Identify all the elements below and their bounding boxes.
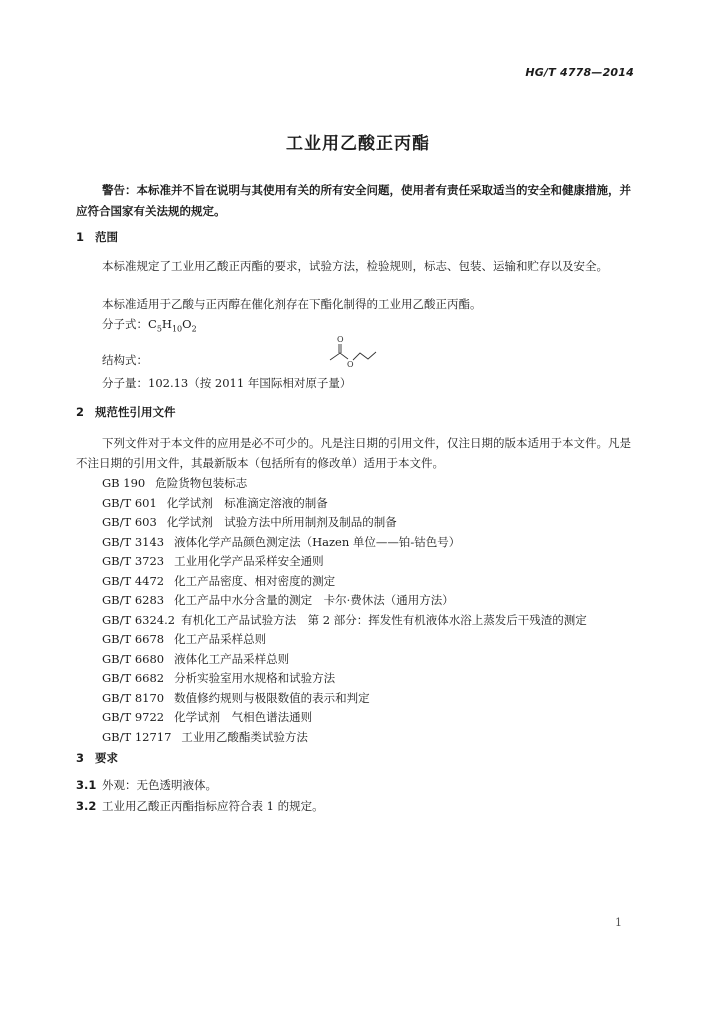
standard-code: HG/T 4778—2014 — [525, 66, 634, 79]
reference-code: GB/T 12717 — [102, 729, 172, 744]
reference-code: GB/T 8170 — [102, 690, 165, 705]
formula-o: O — [182, 317, 192, 331]
section-number: 2 — [76, 405, 85, 419]
reference-title: 液体化工产品采样总则 — [174, 651, 290, 666]
formula-o-count: 2 — [191, 324, 197, 334]
reference-title: 分析实验室用水规格和试验方法 — [174, 671, 336, 685]
reference-code: GB/T 6682 — [102, 671, 165, 685]
reference-title: 化工产品密度、相对密度的测定 — [174, 573, 336, 588]
reference-code: GB/T 6324.2 — [102, 612, 176, 627]
section-3-heading — [76, 750, 118, 766]
list-item — [102, 630, 587, 650]
reference-code: GB/T 6680 — [102, 651, 165, 666]
list-item — [102, 572, 587, 592]
item-text: 工业用乙酸正丙酯指标应符合表 1 的规定。 — [102, 799, 324, 813]
list-item — [102, 708, 587, 728]
scope-paragraph-2: 本标准适用于乙酸与正丙醇在催化剂存在下酯化制得的工业用乙酸正丙酯。 — [102, 297, 482, 311]
formula-c-count: 5 — [156, 324, 162, 334]
list-item — [102, 474, 587, 494]
reference-title: 化学试剂 标准滴定溶液的制备 — [166, 495, 328, 510]
reference-code: GB/T 3723 — [102, 554, 165, 568]
safety-warning: 警告：本标准并不旨在说明与其使用有关的所有安全问题，使用者有责任采取适当的安全和健康措施，并应符合国家有关法规的规定。 — [76, 183, 631, 218]
reference-title: 化工产品中水分含量的测定 卡尔·费休法（通用方法） — [174, 593, 454, 607]
list-item — [102, 728, 587, 748]
molecular-formula — [102, 316, 197, 333]
section-number: 1 — [76, 230, 85, 244]
reference-title: 工业用化学产品采样安全通则 — [174, 554, 324, 568]
list-item — [102, 513, 587, 533]
reference-title: 危险货物包装标志 — [155, 476, 248, 490]
reference-code: GB/T 6678 — [102, 632, 165, 646]
reference-title: 化学试剂 试验方法中所用制剂及制品的制备 — [166, 515, 397, 529]
reference-title: 工业用乙酸酯类试验方法 — [181, 729, 308, 744]
acetyl-bonds — [330, 353, 348, 360]
reference-title: 化工产品采样总则 — [174, 632, 267, 646]
reference-title: 化学试剂 气相色谱法通则 — [174, 710, 313, 724]
requirement-item — [76, 777, 217, 793]
reference-code: GB/T 601 — [102, 495, 157, 510]
list-item — [102, 611, 587, 631]
section-number: 3 — [76, 751, 85, 765]
reference-title: 有机化工产品试验方法 第 2 部分：挥发性有机液体水浴上蒸发后干残渣的测定 — [181, 612, 587, 627]
molecular-mass: 分子量：102.13（按 2011 年国际相对原子量） — [102, 376, 352, 390]
reference-code: GB/T 3143 — [102, 534, 165, 549]
item-number: 3.1 — [76, 778, 97, 792]
list-item — [102, 689, 587, 709]
reference-code: GB/T 6283 — [102, 593, 165, 607]
formula-c: C — [148, 317, 157, 331]
section-1-heading — [76, 229, 118, 245]
list-item — [102, 591, 587, 611]
formula-h: H — [161, 317, 172, 331]
references-intro: 下列文件对于本文件的应用是必不可少的。凡是注日期的引用文件，仅注日期的版本适用于本文件。凡是不注日期的引用文件，其最新版本（包括所有的修改单）适用于本文件。 — [76, 436, 631, 470]
reference-title: 液体化学产品颜色测定法（Hazen 单位——铂-钴色号） — [174, 534, 461, 549]
reference-code: GB 190 — [102, 476, 146, 490]
scope-paragraph-1: 本标准规定了工业用乙酸正丙酯的要求，试验方法，检验规则，标志、包装、运输和贮存以及安全。 — [102, 259, 608, 273]
reference-code: GB/T 9722 — [102, 710, 165, 724]
reference-code: GB/T 603 — [102, 515, 157, 529]
normative-references-list — [102, 474, 587, 747]
list-item — [102, 650, 587, 670]
structural-formula-diagram — [326, 333, 382, 371]
reference-code: GB/T 4472 — [102, 573, 165, 588]
formula-h-count: 10 — [171, 324, 183, 334]
item-text: 外观：无色透明液体。 — [102, 778, 217, 792]
ester-oxygen-label: O — [347, 360, 354, 369]
item-number: 3.2 — [76, 799, 97, 813]
formula-label: 分子式： — [102, 317, 148, 331]
section-title: 范围 — [95, 230, 118, 244]
list-item — [102, 552, 587, 572]
list-item — [102, 494, 587, 514]
reference-title: 数值修约规则与极限数值的表示和判定 — [174, 690, 370, 705]
section-title: 要求 — [95, 751, 118, 765]
requirement-item — [76, 798, 324, 814]
page-number: 1 — [615, 916, 622, 929]
section-2-heading — [76, 404, 176, 420]
section-title: 规范性引用文件 — [95, 405, 176, 419]
document-title: 工业用乙酸正丙酯 — [286, 134, 430, 154]
carbonyl-oxygen-label: O — [337, 335, 344, 344]
list-item — [102, 669, 587, 689]
propyl-chain — [353, 352, 376, 360]
list-item — [102, 533, 587, 553]
structure-label: 结构式： — [102, 353, 148, 367]
